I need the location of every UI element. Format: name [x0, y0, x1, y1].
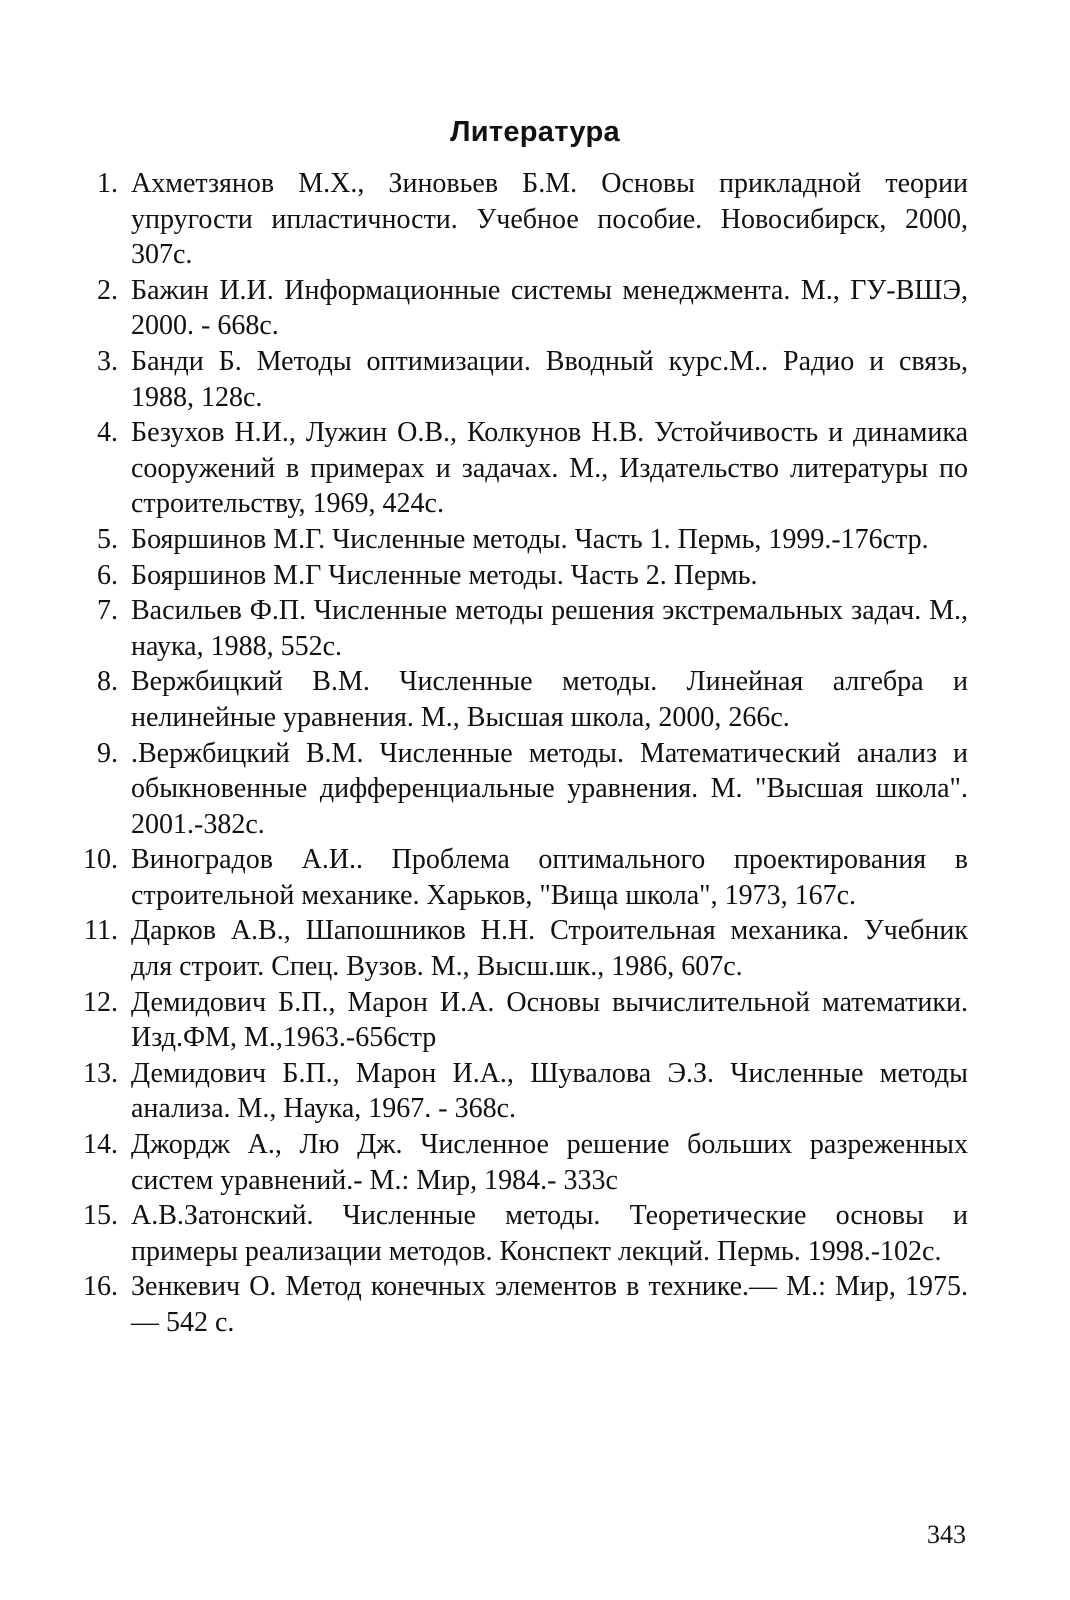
page-heading: Литература	[450, 116, 620, 148]
reference-text: Бояршинов М.Г Численные методы. Часть 2. Пермь.	[131, 559, 758, 591]
reference-text: Безухов Н.И., Лужин О.В., Колкунов Н.В. Устойчивость и динамика сооружений в примерах и задачах. М., Издательство литературы по строительству, 1969, 424с.	[131, 417, 968, 520]
reference-text: Дарков А.В., Шапошников Н.Н. Строительная механика. Учебник для строит. Спец. Вузов. М., Высш.шк., 1986, 607с.	[131, 915, 968, 983]
reference-number: 4.	[97, 417, 118, 449]
reference-number: 6.	[97, 559, 118, 591]
reference-list	[78, 166, 968, 1341]
reference-item	[78, 1269, 968, 1340]
reference-number: 11.	[84, 915, 118, 947]
reference-number: 8.	[97, 666, 118, 698]
reference-text: Вержбицкий В.М. Численные методы. Линейная алгебра и нелинейные уравнения. М., Высшая школа, 2000, 266с.	[131, 666, 968, 733]
reference-text: Ахметзянов М.Х., Зиновьев Б.М. Основы прикладной теории упругости ипластичности. Учебное пособие. Новосибирск, 2000, 307с.	[131, 168, 968, 271]
reference-item	[78, 1056, 968, 1127]
reference-item	[78, 166, 968, 273]
reference-text: .Вержбицкий В.М. Численные методы. Математический анализ и обыкновенные дифференциальные уравнения. М. "Высшая школа". 2001.-382с.	[131, 737, 968, 840]
reference-text: Виноградов А.И.. Проблема оптимального проектирования в строительной механике. Харьков, "Вища школа", 1973, 167с.	[131, 844, 968, 911]
reference-item	[78, 1127, 968, 1198]
reference-item	[78, 1198, 968, 1269]
reference-item	[78, 593, 968, 664]
reference-number: 10.	[83, 844, 118, 876]
reference-number: 1.	[97, 168, 118, 199]
reference-number: 12.	[83, 986, 118, 1018]
reference-number: 3.	[97, 345, 118, 377]
reference-item	[78, 415, 968, 522]
reference-text: А.В.Затонский. Численные методы. Теоретические основы и примеры реализации методов. Конспект лекций. Пермь. 1998.-102с.	[131, 1200, 968, 1267]
reference-item	[78, 273, 968, 344]
reference-number: 7.	[97, 595, 118, 627]
reference-text: Зенкевич О. Метод конечных элементов в технике.— М.: Мир, 1975.— 542 с.	[131, 1271, 968, 1338]
reference-item	[78, 558, 968, 594]
reference-number: 16.	[83, 1271, 118, 1303]
reference-item	[78, 985, 968, 1056]
page-number: 343	[927, 1520, 966, 1549]
reference-text: Банди Б. Методы оптимизации. Вводный курс.М.. Радио и связь, 1988, 128с.	[131, 345, 968, 413]
reference-number: 2.	[97, 274, 118, 306]
reference-item	[78, 842, 968, 913]
reference-text: Демидович Б.П., Марон И.А. Основы вычислительной математики. Изд.ФМ, М.,1963.-656стр	[131, 986, 968, 1054]
reference-text: Джордж А., Лю Дж. Численное решение больших разреженных систем уравнений.- М.: Мир, 1984.- 333с	[131, 1129, 968, 1196]
reference-text: Демидович Б.П., Марон И.А., Шувалова Э.З. Численные методы анализа. М., Наука, 1967. - 368с.	[131, 1057, 968, 1125]
reference-text: Васильев Ф.П. Численные методы решения экстремальных задач. М., наука, 1988, 552с.	[131, 595, 968, 662]
reference-number: 15.	[83, 1200, 118, 1232]
reference-number: 9.	[97, 737, 118, 769]
reference-item	[78, 913, 968, 984]
reference-number: 13.	[83, 1057, 118, 1089]
reference-item	[78, 664, 968, 735]
reference-number: 5.	[97, 523, 118, 555]
reference-text: Бояршинов М.Г. Численные методы. Часть 1. Пермь, 1999.-176стр.	[131, 523, 929, 555]
reference-item	[78, 522, 968, 558]
reference-item	[78, 344, 968, 415]
reference-text: Бажин И.И. Информационные системы менеджмента. М., ГУ-ВШЭ, 2000. - 668с.	[131, 274, 968, 342]
reference-item	[78, 736, 968, 843]
reference-number: 14.	[83, 1129, 118, 1161]
